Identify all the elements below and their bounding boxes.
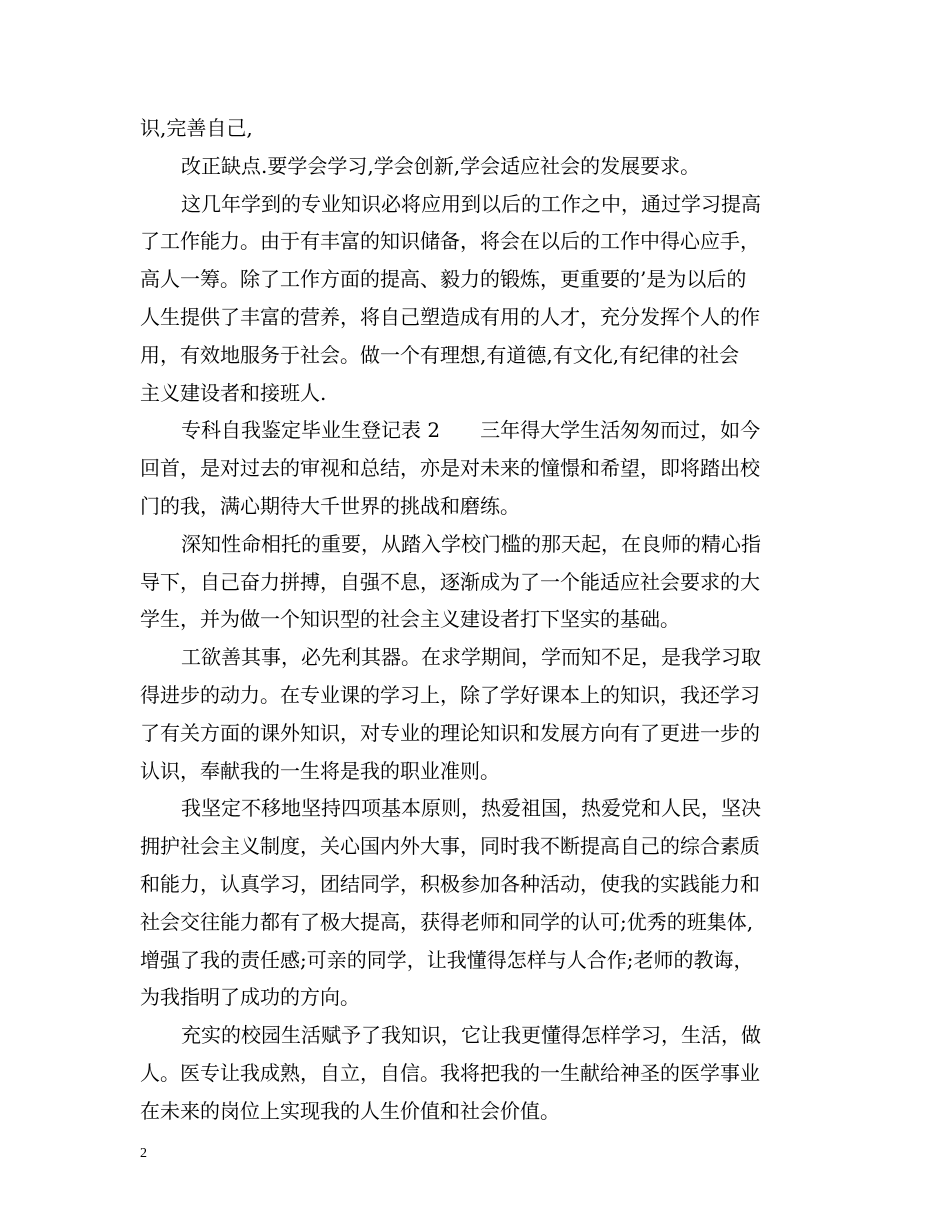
page-number: 2 <box>140 1146 147 1161</box>
text-line: 识,完善自己, <box>140 116 253 140</box>
text-line: 充实的校园生活赋予了我知识，它让我更懂得怎样学习，生活，做 <box>181 1023 761 1048</box>
text-line: 用，有效地服务于社会。做一个有理想,有道德,有文化,有纪律的社会 <box>140 342 740 367</box>
text-line: 了有关方面的课外知识，对专业的理论知识和发展方向有了更进一步的 <box>140 720 760 745</box>
text-line: 学生，并为做一个知识型的社会主义建设者打下坚实的基础。 <box>140 607 680 632</box>
text-line: 这几年学到的专业知识必将应用到以后的工作之中，通过学习提高 <box>181 191 761 216</box>
text-line: 拥护社会主义制度，关心国内外大事，同时我不断提高自己的综合素质 <box>140 834 760 859</box>
text-line: 高人一筹。除了工作方面的提高、毅力的锻炼，更重要的’是为以后的 <box>140 267 747 292</box>
text-line: 专科自我鉴定毕业生登记表 2 三年得大学生活匆匆而过，如今 <box>181 418 761 443</box>
text-line: 和能力，认真学习，团结同学，积极参加各种活动，使我的实践能力和 <box>140 871 760 896</box>
text-line: 了工作能力。由于有丰富的知识储备，将会在以后的工作中得心应手， <box>140 229 760 254</box>
text-line: 深知性命相托的重要，从踏入学校门槛的那天起，在良师的精心指 <box>181 531 761 556</box>
document-body <box>140 110 830 1131</box>
text-line: 回首，是对过去的审视和总结，亦是对未来的憧憬和希望，即将踏出校 <box>140 456 760 481</box>
text-line: 我坚定不移地坚持四项基本原则，热爱祖国，热爱党和人民，坚决 <box>181 796 761 821</box>
text-line: 人生提供了丰富的营养，将自己塑造成有用的人才，充分发挥个人的作 <box>140 304 760 329</box>
text-line: 门的我，满心期待大千世界的挑战和磨练。 <box>140 493 520 518</box>
text-line: 改正缺点.要学会学习,学会创新,学会适应社会的发展要求。 <box>181 153 701 178</box>
text-line: 在未来的岗位上实现我的人生价值和社会价值。 <box>140 1098 560 1123</box>
text-line: 社会交往能力都有了极大提高，获得老师和同学的认可;优秀的班集体, <box>140 909 754 934</box>
text-line: 主义建设者和接班人. <box>140 380 327 405</box>
text-line: 认识，奉献我的一生将是我的职业准则。 <box>140 758 500 783</box>
text-line: 得进步的动力。在专业课的学习上，除了学好课本上的知识，我还学习 <box>140 682 760 707</box>
text-line: 增强了我的责任感;可亲的同学，让我懂得怎样与人合作;老师的教诲， <box>140 947 754 972</box>
text-line: 为我指明了成功的方向。 <box>140 985 360 1010</box>
text-line: 工欲善其事，必先利其器。在求学期间，学而知不足，是我学习取 <box>181 645 761 670</box>
text-line: 导下，自己奋力拼搏，自强不息，逐渐成为了一个能适应社会要求的大 <box>140 569 760 594</box>
text-line: 人。医专让我成熟，自立，自信。我将把我的一生献给神圣的医学事业 <box>140 1060 760 1085</box>
